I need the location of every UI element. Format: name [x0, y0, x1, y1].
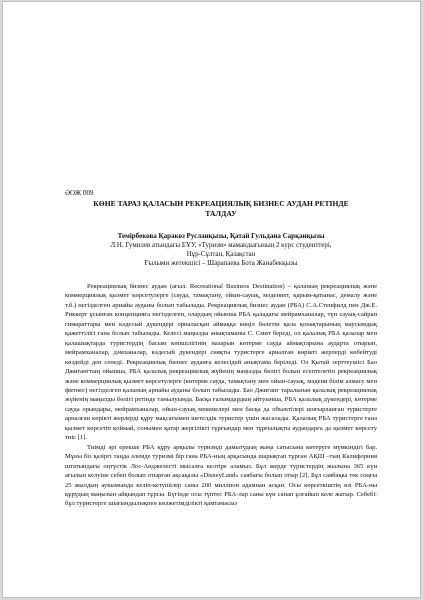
paragraph: Тиімді әрі ерекше РБА құру арқылы туризмді дамытудың жаңа сатысына көтеруге мүмкіндігі бар. Мұны біз қазіргі таңда әлемде туризмі бір ғана РБА-ның арқасында шарықтап тұрған АҚШ –тың Калифорния штатындағы оңтүстік Лос-Анджелесті мысалға келтіре аламыз. Бұл жерде туристердің жылына 365 күн ағылып келуіне себеп болып отырған ақсақалы «DisneyLand» саябағы болып отыр [2]. Бұл саябақка тек соңғы 25 жылдың аукымында келіп-кетушілер саны 200 миллион адамнан асқан. Осы көрсеткіштің өзі РБА-ны құрудың маңызын айқындап тұрсы. Бүгінде осы түптес РБА-лар саны күн санап ұлғайып келе жатыр. Себебі: бұл туристерге шығындылықпен көлжетімділікті қамтамасыз [65, 443, 377, 508]
document-page [2, 1, 421, 598]
authors: Темірбекова Қаракөз Русланқызы, Қатай Гульдана Сарқанқызы [117, 232, 325, 240]
affiliation-line-1: Л.Н. Гумилев атындағы ЕҰУ, «Туризм» мамандығының 2 курс студенттері, [110, 242, 332, 249]
supervisor: Ғылыми жетекшісі – Шарапаева Бота Жанабекқызы [144, 260, 298, 267]
title-line-2: ТАЛДАУ [205, 208, 237, 218]
article-body [65, 189, 377, 509]
paragraph: Рекреациялық бизнес аудан (ағыл. Recreational Business Destination) – қаланың рекреациялық және коммерциялық қызмет көрсетулерге (сауда, тамақтану, ойын-сауық, мәдениет, қарым-қатынас, демалу және т.б.) негізделген арнайы ауданы болып табылады. Рекреациялық бизнес аудан (РБА) С.А.Стенфилд пен Дж.Е. Риккерт ұсынған концепцияға негізделген, олардың ойынша РБА қаладағы мейрамханалар, түн сауық-сайран гимараттары мен кәдесый дүкендері орналасқан аймаққа көңіл бөлетін қала қонақтарының маусымдық қажеттілігі ғана болып табылады. Келесі маңызды анықтаманы С. Смит береді, ол қалалық РБА қалалар мен қалашықтарда туристердің басым көпшілігінің назарын көтерме сауда аймақтарына аударта отырып, мейрамханалар, дәмханалар, кәдесый дүкендері сияқты туристерге арналған көрікті жерлерді көбейтуді көздейді деп сенеді. Рекреациялық бизнес ауданға келесідей анықтама беріледі. Оз Қытай зерттеушісі Бао Джигангтың ойынша, РБА қалалық рекреациялық жүйенің маңызды бөлігі болып есептелетін рекреациялық және коммерциялық қызмет көрсетулерге (көтерме сауда, тамақтану мен ойын-сауық, мәдени білім алмасу мен фитнес) негізделген қаланың арнайы ауданы болып табылады. Бао Джиганг таралынан қалалық рекреациялық жүйенің маңызды бөлігі ретінде танылуында. Басқа ғалымдардың айтуынша, РБА қалалық дүкендері, көтерме сауда орындары, мейрамханалар, ойын-сауық мекемелері мен басқа да объектілері шоғырланған туристерге арналған көрікті жерлерді құру мақсатымен шетелдік туристер үшін жасалады. Қалалық РБА туристерге ғана қызмет көрсетіп қоймай, сонымен қатар жергілікті тұрғындар мен тұрғылықты аудандарға да қызмет көрсету тиіс [1]. [65, 283, 377, 442]
affiliation-line-2: Нұр-Сұлтан, Қазақстан [186, 251, 256, 258]
udc-code: ӘОЖ 009 [65, 189, 94, 197]
article-title [65, 199, 377, 218]
title-line-1: КӨНЕ ТАРАЗ ҚАЛАСЫН РЕКРЕАЦИЯЛЫҚ БИЗНЕС АУДАН РЕТІНДЕ [93, 199, 349, 208]
